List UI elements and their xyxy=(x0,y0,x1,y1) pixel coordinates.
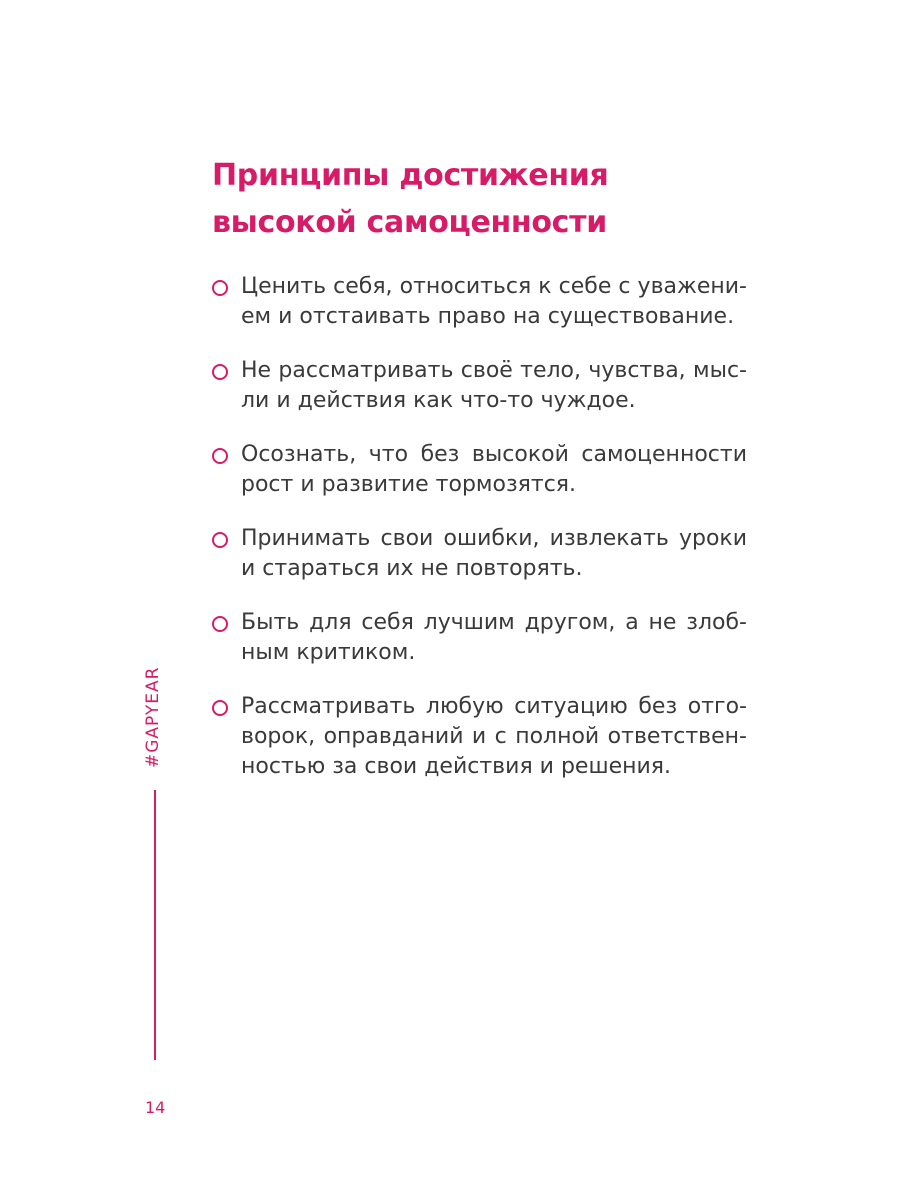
list-item-line: Принимать свои ошибки, извлекать уроки xyxy=(241,526,747,551)
list-item-line: ли и действия как что-то чуждое. xyxy=(241,388,636,413)
hashtag-label: #GAPYEAR xyxy=(143,666,163,768)
vertical-divider xyxy=(154,790,156,1060)
circle-bullet-icon xyxy=(212,364,228,380)
circle-bullet-icon xyxy=(212,700,228,716)
list-item-line: Осознать, что без высокой самоценности xyxy=(241,442,747,467)
list-item xyxy=(212,272,747,332)
list-item xyxy=(212,608,747,668)
page-title-line-1: Принципы достижения xyxy=(212,158,609,193)
list-item-line: Быть для себя лучшим другом, а не злоб- xyxy=(241,610,747,635)
list-item xyxy=(212,692,747,782)
principles-list xyxy=(212,272,747,806)
page-number: 14 xyxy=(145,1098,166,1117)
list-item xyxy=(212,356,747,416)
circle-bullet-icon xyxy=(212,448,228,464)
list-item-line: ем и отстаивать право на существование. xyxy=(241,304,735,329)
list-item-line: Не рассматривать своё тело, чувства, мыс- xyxy=(241,358,747,383)
list-item-line: ностью за свои действия и решения. xyxy=(241,754,672,779)
list-item-line: Ценить себя, относиться к себе с уважени- xyxy=(241,274,747,299)
circle-bullet-icon xyxy=(212,616,228,632)
list-item-line: ворок, оправданий и с полной ответствен- xyxy=(241,724,747,749)
circle-bullet-icon xyxy=(212,280,228,296)
list-item xyxy=(212,440,747,500)
list-item-line: и стараться их не повторять. xyxy=(241,556,583,581)
page-title xyxy=(212,152,772,246)
list-item-line: рост и развитие тормозятся. xyxy=(241,472,577,497)
list-item-line: ным критиком. xyxy=(241,640,416,665)
list-item xyxy=(212,524,747,584)
page-title-line-2: высокой самоценности xyxy=(212,205,607,240)
list-item-line: Рассматривать любую ситуацию без отго- xyxy=(241,694,747,719)
circle-bullet-icon xyxy=(212,532,228,548)
